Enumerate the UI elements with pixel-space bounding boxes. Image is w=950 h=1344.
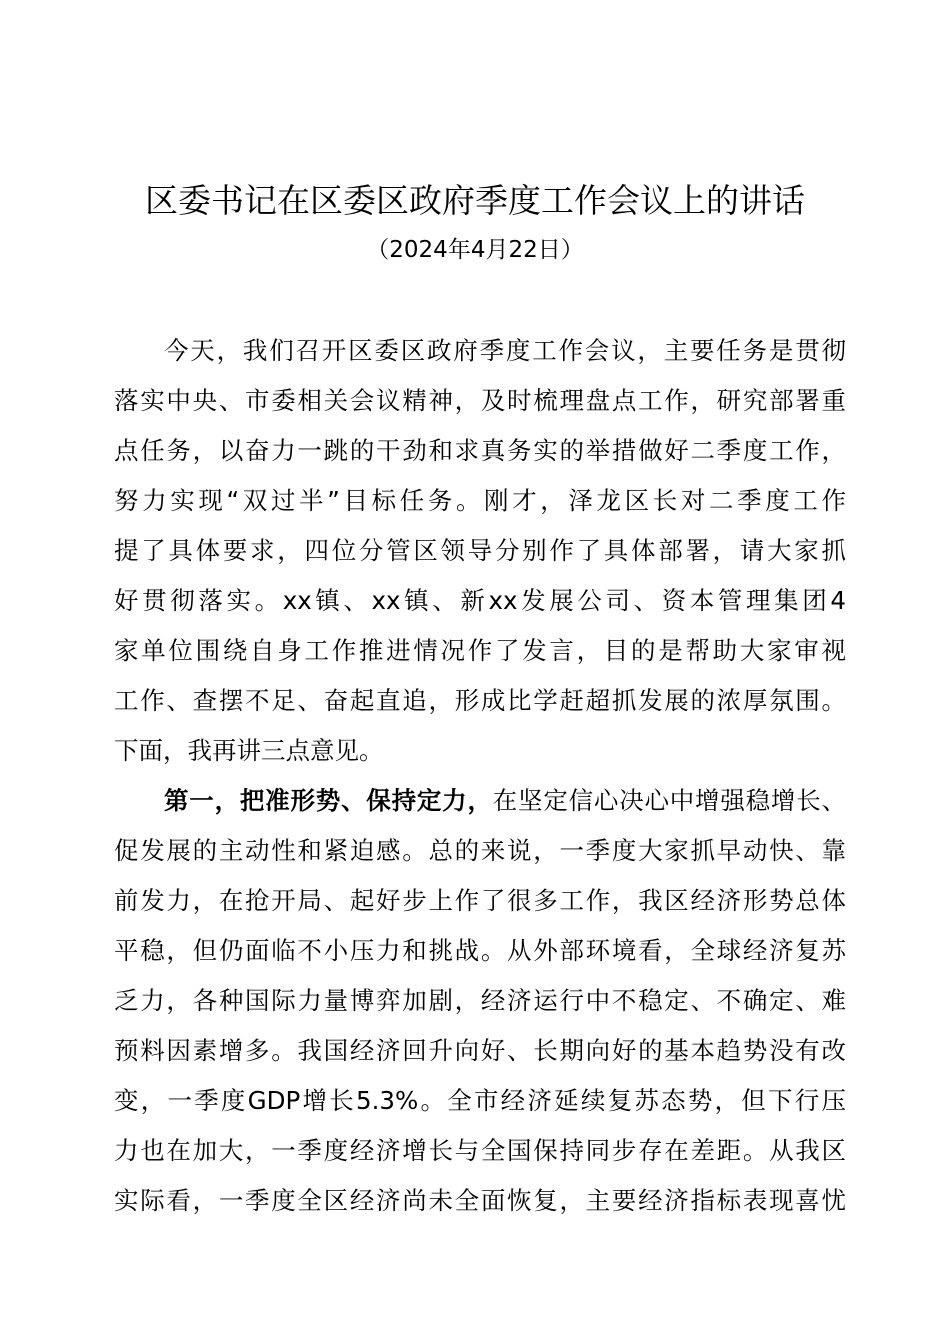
paragraph-1-line-2: 落实中央、市委相关会议精神，及时梳理盘点工作，研究部署重 bbox=[114, 386, 846, 415]
paragraph-1-line-5: 提了具体要求，四位分管区领导分别作了具体部署，请大家抓 bbox=[114, 536, 846, 565]
paragraph-1-line-1: 今天，我们召开区委区政府季度工作会议，主要任务是贯彻 bbox=[164, 336, 846, 365]
paragraph-1-line-4: 努力实现“双过半”目标任务。刚才，泽龙区长对二季度工作 bbox=[114, 486, 846, 515]
paragraph-1-line-7: 家单位围绕自身工作推进情况作了发言，目的是帮助大家审视 bbox=[114, 636, 846, 665]
document-date: （2024年4月22日） bbox=[366, 237, 584, 263]
paragraph-2-line-2: 促发展的主动性和紧迫感。总的来说，一季度大家抓早动快、靠 bbox=[114, 836, 846, 865]
paragraph-2-heading: 第一，把准形势、保持定力， bbox=[164, 786, 493, 815]
paragraph-2-line-8: 力也在加大，一季度经济增长与全国保持同步存在差距。从我区 bbox=[114, 1136, 846, 1165]
paragraph-1-line-6: 好贯彻落实。xx镇、xx镇、新xx发展公司、资本管理集团4 bbox=[114, 586, 846, 615]
paragraph-1-line-8: 工作、查摆不足、奋起直追，形成比学赶超抓发展的浓厚氛围。 bbox=[114, 686, 846, 715]
paragraph-2-line-5: 乏力，各种国际力量博弈加剧，经济运行中不稳定、不确定、难 bbox=[114, 986, 846, 1015]
paragraph-2-line-1 bbox=[114, 776, 846, 826]
paragraph-2-line-3: 前发力，在抢开局、起好步上作了很多工作，我区经济形势总体 bbox=[114, 886, 846, 915]
document-title: 区委书记在区委区政府季度工作会议上的讲话 bbox=[145, 181, 805, 220]
paragraph-2-line-1-text: 在坚定信心决心中增强稳增长、 bbox=[492, 786, 846, 815]
paragraph-1-line-9: 下面，我再讲三点意见。 bbox=[114, 736, 384, 765]
paragraph-2-line-4: 平稳，但仍面临不小压力和挑战。从外部环境看，全球经济复苏 bbox=[114, 936, 846, 965]
paragraph-2-line-7: 变，一季度GDP增长5.3%。全市经济延续复苏态势，但下行压 bbox=[114, 1086, 846, 1115]
document-body bbox=[114, 326, 846, 1226]
paragraph-2-line-9: 实际看，一季度全区经济尚未全面恢复，主要经济指标表现喜忧 bbox=[114, 1186, 846, 1215]
paragraph-1-line-3: 点任务，以奋力一跳的干劲和求真务实的举措做好二季度工作， bbox=[114, 436, 846, 465]
paragraph-2-line-6: 预料因素增多。我国经济回升向好、长期向好的基本趋势没有改 bbox=[114, 1036, 846, 1065]
